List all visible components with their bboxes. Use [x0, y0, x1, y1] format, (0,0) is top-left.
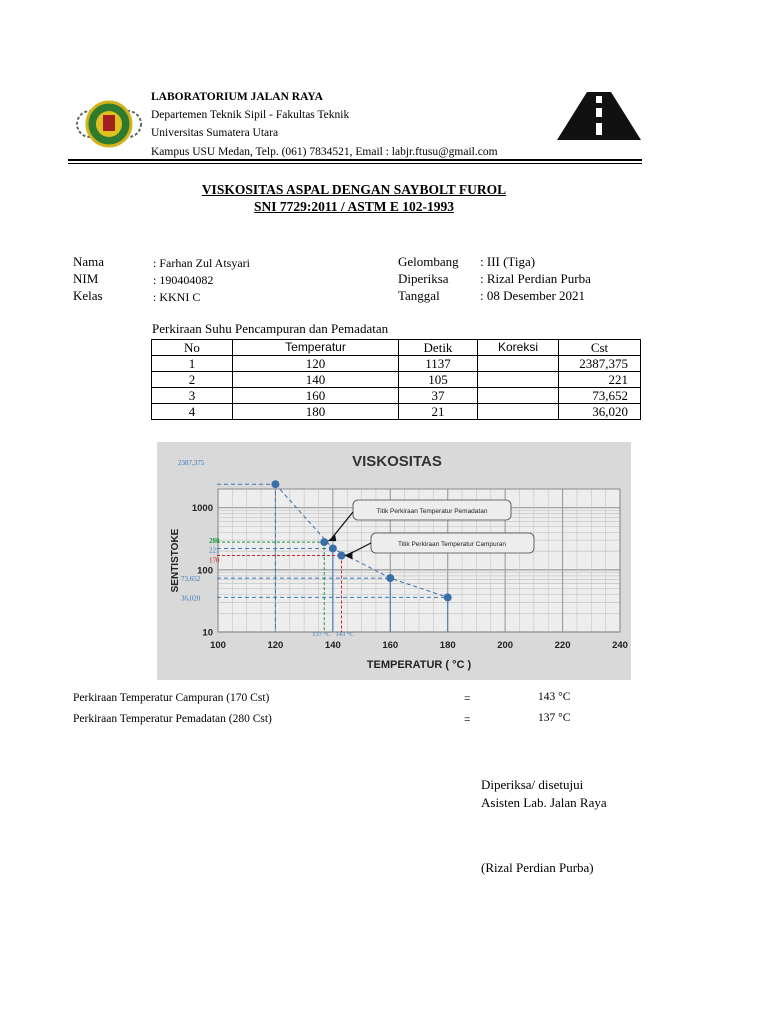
x-tick-label: 200 — [497, 640, 514, 651]
y-value-label: 36,020 — [181, 594, 201, 603]
table-caption: Perkiraan Suhu Pencampuran dan Pemadatan — [152, 321, 389, 336]
col-koreksi: Koreksi — [478, 340, 559, 356]
tanggal-value: : 08 Desember 2021 — [480, 288, 586, 303]
cell-temperatur: 140 — [233, 372, 399, 388]
university-logo — [74, 95, 144, 153]
x-tick-label: 140 — [324, 640, 341, 651]
cell-detik: 105 — [399, 372, 478, 388]
cell-detik: 37 — [399, 388, 478, 404]
col-no: No — [152, 340, 233, 356]
cell-temperatur: 160 — [233, 388, 399, 404]
x-tick-label: 220 — [554, 640, 571, 651]
nim-value: : 190404082 — [153, 273, 214, 287]
col-cst: Cst — [559, 340, 641, 356]
result-campuran-eq: = — [464, 693, 471, 705]
cell-koreksi — [478, 356, 559, 372]
x-tick-label: 120 — [267, 640, 284, 651]
cell-detik: 1137 — [399, 356, 478, 372]
x-tick-label: 100 — [210, 640, 226, 651]
signature-approved: Diperiksa/ disetujui — [481, 777, 584, 792]
signature-role: Asisten Lab. Jalan Raya — [481, 795, 607, 810]
y-value-label: 221 — [209, 546, 220, 555]
tanggal-label: Tanggal — [398, 288, 440, 303]
table-row — [152, 356, 641, 372]
col-detik: Detik — [399, 340, 478, 356]
table-row — [152, 404, 641, 420]
viscosity-chart — [157, 442, 631, 680]
nim-label: NIM — [73, 271, 99, 286]
gelombang-value: : III (Tiga) — [480, 254, 536, 269]
cell-no: 1 — [152, 356, 233, 372]
y-tick-label: 1000 — [191, 503, 213, 515]
x-tick-label: 160 — [382, 640, 399, 651]
table-row — [152, 388, 641, 404]
cell-koreksi — [478, 404, 559, 420]
result-campuran-label: Perkiraan Temperatur Campuran (170 Cst) — [73, 692, 270, 704]
data-point — [329, 544, 337, 552]
chart-xlabel: TEMPERATUR ( °C ) — [366, 659, 472, 671]
data-point — [444, 593, 452, 601]
result-pemadatan-label: Perkiraan Temperatur Pemadatan (280 Cst) — [73, 713, 272, 725]
x-tick-label: 240 — [612, 640, 628, 651]
cell-no: 4 — [152, 404, 233, 420]
diperiksa-value: : Rizal Perdian Purba — [480, 271, 591, 286]
nama-value: : Farhan Zul Atsyari — [153, 256, 250, 270]
university: Universitas Sumatera Utara — [151, 127, 279, 139]
x-tick-label: 180 — [439, 640, 456, 651]
chart-ylabel: SENTISTOKE — [170, 528, 181, 593]
signature-name: (Rizal Perdian Purba) — [481, 860, 594, 875]
department: Departemen Teknik Sipil - Fakultas Teknik — [151, 109, 350, 121]
y-value-label: 280 — [209, 537, 220, 546]
header-divider — [68, 159, 642, 161]
nama-label: Nama — [73, 254, 105, 269]
pemadatan-point — [320, 538, 328, 546]
cell-no: 2 — [152, 372, 233, 388]
cell-temperatur: 120 — [233, 356, 399, 372]
cell-cst: 73,652 — [559, 388, 641, 404]
header-divider-thin — [68, 163, 642, 164]
chart-title: VISKOSITAS — [352, 453, 442, 470]
table-row — [152, 372, 641, 388]
table-header-row — [152, 340, 641, 356]
col-temperatur: Temperatur — [233, 340, 399, 356]
y-value-label: 2387,375 — [178, 459, 205, 467]
data-point — [386, 574, 394, 582]
kelas-value: : KKNI C — [153, 290, 201, 304]
result-campuran-value: 143 °C — [538, 691, 571, 703]
doc-title: VISKOSITAS ASPAL DENGAN SAYBOLT FUROL — [201, 182, 507, 197]
y-value-label: 170 — [209, 556, 220, 565]
data-point — [271, 480, 279, 488]
y-tick-label: 100 — [197, 565, 213, 577]
lab-name: LABORATORIUM JALAN RAYA — [151, 91, 323, 103]
cell-cst: 2387,375 — [559, 356, 641, 372]
cell-temperatur: 180 — [233, 404, 399, 420]
diperiksa-label: Diperiksa — [398, 271, 449, 286]
cell-no: 3 — [152, 388, 233, 404]
annotation-campuran: Titik Perkiraan Temperatur Campuran — [397, 541, 507, 548]
cell-koreksi — [478, 388, 559, 404]
x-value-label: 143 °C — [335, 631, 354, 638]
campuran-point — [337, 552, 345, 560]
doc-subtitle: SNI 7729:2011 / ASTM E 102-1993 — [254, 199, 454, 214]
road-logo — [557, 92, 641, 140]
annotation-pemadatan: Titik Perkiraan Temperatur Pemadatan — [376, 508, 488, 515]
cell-cst: 221 — [559, 372, 641, 388]
cell-cst: 36,020 — [559, 404, 641, 420]
address: Kampus USU Medan, Telp. (061) 7834521, Email : labjr.ftusu@gmail.com — [151, 146, 498, 158]
y-value-label: 73,652 — [181, 575, 201, 584]
result-pemadatan-eq: = — [464, 714, 471, 726]
cell-detik: 21 — [399, 404, 478, 420]
cell-koreksi — [478, 372, 559, 388]
x-value-label: 137 °C — [312, 631, 331, 638]
result-pemadatan-value: 137 °C — [538, 712, 571, 724]
gelombang-label: Gelombang — [398, 254, 459, 269]
viscosity-table — [151, 339, 641, 420]
kelas-label: Kelas — [73, 288, 103, 303]
y-tick-label: 10 — [202, 627, 213, 639]
